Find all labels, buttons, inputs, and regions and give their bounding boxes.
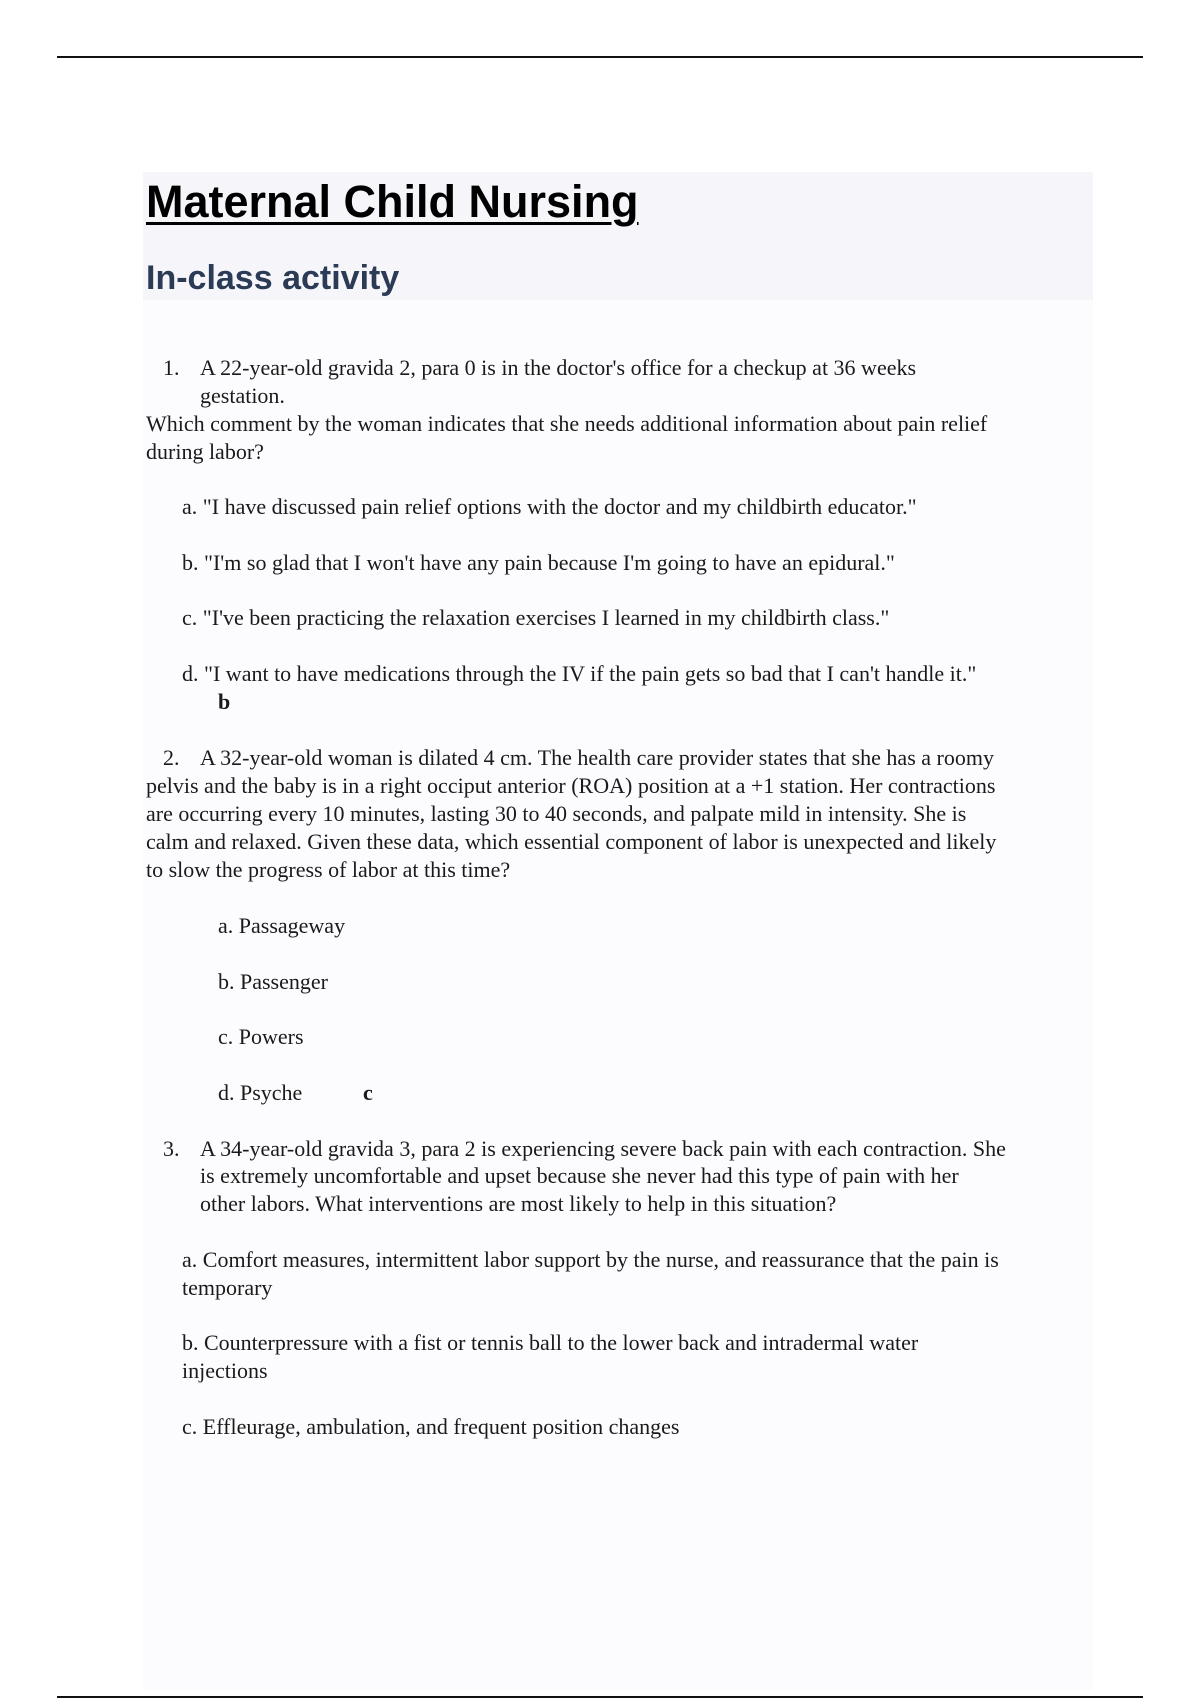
option-c: c. Effleurage, ambulation, and frequent position changes — [182, 1414, 680, 1439]
question-stem-line: A 22-year-old gravida 2, para 0 is in the doctor's office for a checkup at 36 weeks — [200, 355, 917, 380]
option-d: d. "I want to have medications through the IV if the pain gets so bad that I can't handle it." — [182, 661, 977, 686]
question-stem-line: A 32-year-old woman is dilated 4 cm. The health care provider states that she has a roomy — [200, 745, 994, 770]
option-a: a. Comfort measures, intermittent labor support by the nurse, and reassurance that the pain is — [182, 1247, 999, 1272]
question-number: 3. — [163, 1136, 180, 1161]
question-stem-line: are occurring every 10 minutes, lasting 30 to 40 seconds, and palpate mild in intensity. She is — [146, 801, 967, 826]
option-a: temporary — [182, 1275, 273, 1300]
question-stem-line: to slow the progress of labor at this time? — [146, 857, 511, 882]
option-b: injections — [182, 1358, 268, 1383]
question-stem-line: pelvis and the baby is in a right occiput anterior (ROA) position at a +1 station. Her contractions — [146, 773, 996, 798]
bottom-rule — [57, 1696, 1143, 1698]
option-c: c. "I've been practicing the relaxation exercises I learned in my childbirth class." — [182, 605, 890, 630]
question-number: 1. — [163, 355, 180, 380]
question-stem-line: A 34-year-old gravida 3, para 2 is experiencing severe back pain with each contraction. She — [200, 1136, 1006, 1161]
question-stem-line: during labor? — [146, 439, 264, 464]
document-subtitle: In-class activity — [146, 259, 400, 297]
answer-key: b — [218, 689, 231, 714]
question-stem-line: Which comment by the woman indicates that she needs additional information about pain relief — [146, 411, 988, 436]
question-number: 2. — [163, 745, 180, 770]
question-stem-line: gestation. — [200, 383, 285, 408]
top-rule — [57, 56, 1143, 58]
option-b: b. Passenger — [218, 969, 328, 994]
document-title: Maternal Child Nursing — [146, 176, 639, 227]
question-stem-line: is extremely uncomfortable and upset because she never had this type of pain with her — [200, 1163, 959, 1188]
answer-key: c — [363, 1080, 373, 1105]
option-b: b. "I'm so glad that I won't have any pain because I'm going to have an epidural." — [182, 550, 895, 575]
option-d: d. Psyche — [218, 1080, 303, 1105]
option-a: a. "I have discussed pain relief options with the doctor and my childbirth educator." — [182, 494, 917, 519]
question-stem-line: other labors. What interventions are most likely to help in this situation? — [200, 1191, 837, 1216]
option-c: c. Powers — [218, 1024, 304, 1049]
question-stem-line: calm and relaxed. Given these data, which essential component of labor is unexpected and likely — [146, 829, 997, 854]
option-b: b. Counterpressure with a fist or tennis ball to the lower back and intradermal water — [182, 1330, 919, 1355]
option-a: a. Passageway — [218, 913, 346, 938]
